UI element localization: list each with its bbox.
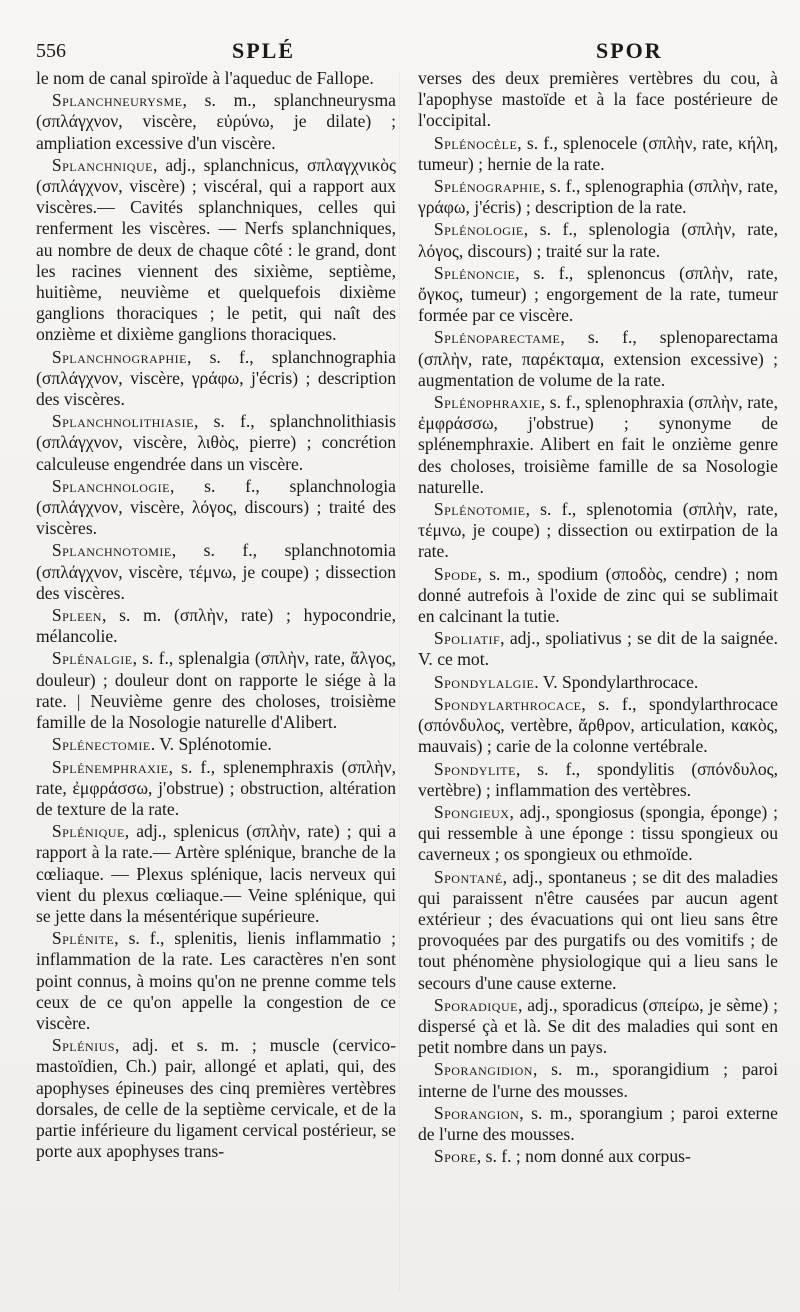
entry-text: , s. f. ; nom donné aux corpus-: [476, 1146, 691, 1167]
dictionary-entry: [418, 499, 778, 563]
dictionary-entry: [36, 928, 396, 1034]
dictionary-entry: [418, 176, 778, 218]
left-column: [36, 68, 396, 1298]
dictionary-entry: [418, 392, 778, 498]
entry-headword: Splénoparectame: [433, 327, 561, 348]
entry-text: , s. f., splanchnolithiasis (σπλάγχνον, viscère, λιθὸς, pierre) ; concrétion calculeuse engendrée dans un viscère.: [36, 411, 396, 474]
dictionary-entry: [36, 68, 396, 89]
dictionary-entry: [418, 759, 778, 801]
dictionary-entry: [418, 133, 778, 175]
entry-text: , adj., spontaneus ; se dit des maladies qui paraissent n'être causées par aucun agent extérieur ; des évacuations qui ont lieu sans être provoquées par des purgatifs ou des vomitifs ; de tout phénomène physiologique qui a lieu sans le secours d'une cause externe.: [418, 866, 778, 993]
entry-text: , s. f., splenocele (σπλὴν, rate, κήλη, tumeur) ; hernie de la rate.: [418, 132, 778, 174]
dictionary-entry: [36, 734, 396, 755]
dictionary-entry: [418, 327, 778, 391]
entry-headword: Splénocèle: [433, 132, 518, 153]
entry-text: . V. Spondylarthrocace.: [534, 671, 699, 692]
dictionary-entry: [418, 219, 778, 261]
dictionary-entry: [418, 68, 778, 132]
entry-headword: Splanchnographie: [51, 346, 187, 367]
entry-headword: Splénologie: [433, 219, 524, 240]
entry-headword: Splénectomie: [51, 734, 151, 755]
entry-headword: Spondylalgie: [433, 671, 535, 692]
entry-headword: Spode: [433, 563, 478, 584]
dictionary-entry: [418, 1103, 778, 1145]
entry-text: , s. f., splenographia (σπλὴν, rate, γράφω, j'écris) ; description de la rate.: [418, 176, 778, 218]
entry-headword: Sporangidion: [433, 1059, 533, 1080]
dictionary-entry: [418, 564, 778, 628]
entry-headword: Spongieux: [433, 801, 510, 822]
entry-headword: Splanchnotomie: [51, 540, 172, 561]
dictionary-entry: [36, 757, 396, 821]
entry-text: , s. f., splenalgia (σπλὴν, rate, ἄλγος, douleur) ; douleur dont on rapporte le siége à la rate. | Neuvième genre des choloses, troisième famille de la Nosologie naturelle d'Alibert.: [36, 648, 396, 733]
entry-headword: Spondylarthrocace: [433, 693, 582, 714]
entry-text: , s. f., spondylarthrocace (σπόνδυλος, vertèbre, ἄρθρον, articulation, κακὸς, mauvais) ; carie de la colonne vertébrale.: [418, 693, 778, 757]
entry-text: , s. f., splenologia (σπλὴν, rate, λόγος, discours) ; traité sur la rate.: [418, 219, 778, 261]
entry-headword: Splénite: [51, 928, 115, 949]
entry-text: , adj. et s. m. ; muscle (cervico-mastoïdien, Ch.) pair, allongé et aplati, qui, des apophyses épineuses des cinq premières vertèbres dorsales, de celle de la septième cervicale, et de la partie inférieure du ligament cervical postérieur, se porte aux apophyses trans-: [36, 1035, 396, 1162]
entry-headword: Splanchnolithiasie: [51, 411, 194, 432]
dictionary-entry: [418, 802, 778, 866]
dictionary-entry: [36, 648, 396, 733]
entry-headword: Splénotomie: [433, 499, 526, 520]
entry-text: , adj., splenicus (σπλὴν, rate) ; qui a rapport à la rate.— Artère splénique, branche de la cœliaque. — Plexus splénique, lacis nerveux qui vient du plexus cœliaque.— Veine splénique, qui se jette dans la mésentérique supérieure.: [36, 821, 396, 926]
page-header: [34, 38, 776, 68]
entry-text: , s. f., spondylitis (σπόνδυλος, vertèbre) ; inflammation des vertèbres.: [418, 758, 778, 800]
dictionary-entry: [418, 628, 778, 670]
page-number: 556: [36, 40, 66, 62]
entry-headword: Spore: [433, 1146, 477, 1167]
entry-text: , s. m., spodium (σποδὸς, cendre) ; nom donné autrefois à l'oxide de zinc qui se sublimait en calcinant la tutie.: [418, 563, 778, 627]
dictionary-entry: [418, 867, 778, 994]
running-head-right: SPOR: [596, 38, 663, 63]
entry-text: , s. f., splenemphraxis (σπλὴν, rate, ἐμφράσσω, j'obstrue) ; obstruction, altération de texture de la rate.: [36, 756, 396, 819]
entry-text: verses des deux premières vertèbres du cou, à l'apophyse mastoïde et à la face postérieure de l'occipital.: [418, 68, 778, 131]
entry-headword: Splénophraxie: [433, 392, 541, 413]
column-gutter: [399, 72, 400, 1292]
entry-headword: Spondylite: [433, 758, 516, 779]
dictionary-entry: [418, 672, 778, 693]
entry-text: , s. f., splenoncus (σπλὴν, rate, ὄγκος, tumeur) ; engorgement de la rate, tumeur formée par ce viscère.: [418, 262, 778, 326]
entry-text: , adj., spoliativus ; se dit de la saignée. V. ce mot.: [418, 628, 778, 670]
entry-headword: Splénographie: [433, 176, 541, 197]
entry-text: , adj., splanchnicus, σπλαγχνικὸς (σπλάγχνον, viscère) ; viscéral, qui a rapport aux viscères.— Cavités splanchniques, celles qui renferment les viscères. — Nerfs splanchniques, au nombre de deux de chaque côté : le grand, dont les racines viennent des sixième, septième, huitième, neuvième et quelquefois dixième ganglions thoraciques ; le petit, qui naît des onzième et dixième ganglions thoraciques.: [36, 154, 396, 345]
entry-headword: Splanchnologie: [51, 475, 170, 496]
dictionary-entry: [36, 347, 396, 411]
entry-text: , s. f., splenitis, lienis inflammatio ; inflammation de la rate. Les caractères n'en sont point connus, à moins qu'on ne prenne comme tels ceux de ce qu'on appelle la congestion de ce viscère.: [36, 928, 396, 1033]
entry-headword: Splénique: [51, 821, 125, 842]
dictionary-entry: [36, 605, 396, 647]
entry-text: , s. f., splenotomia (σπλὴν, rate, τέμνω, je coupe) ; dissection ou extirpation de la rate.: [418, 499, 778, 562]
dictionary-entry: [418, 1146, 778, 1167]
entry-headword: Spontané: [433, 866, 503, 887]
dictionary-entry: [36, 155, 396, 346]
dictionary-entry: [36, 1035, 396, 1162]
entry-text: , s. m., sporangium ; paroi externe de l'urne des mousses.: [418, 1102, 778, 1144]
entry-headword: Splénemphraxie: [51, 756, 169, 777]
entry-headword: Splanchnique: [51, 154, 153, 175]
dictionary-entry: [36, 540, 396, 604]
entry-text: , s. f., splanchnologia (σπλάγχνον, viscère, λόγος, discours) ; traité des viscères.: [36, 475, 396, 539]
dictionary-entry: [418, 1059, 778, 1101]
dictionary-entry: [36, 90, 396, 154]
entry-text: , s. f., splenoparectama (σπλὴν, rate, παρέκταμα, extension excessive) ; augmentation de volume de la rate.: [418, 327, 778, 390]
entry-text: , adj., spongiosus (spongia, éponge) ; qui ressemble à une éponge : tissu spongieux ou caverneux ; os spongieux ou ethmoïde.: [418, 801, 778, 865]
dictionary-entry: [36, 476, 396, 540]
right-column: [418, 68, 778, 1298]
entry-text: . V. Splénotomie.: [150, 734, 272, 755]
entry-text: , s. m., sporangidium ; paroi interne de l'urne des mousses.: [418, 1059, 778, 1101]
dictionary-entry: [36, 411, 396, 475]
entry-headword: Splénoncie: [433, 262, 516, 283]
dictionary-entry: [418, 263, 778, 327]
entry-headword: Spleen: [51, 605, 102, 626]
entry-headword: Spoliatif: [433, 628, 501, 649]
entry-text: , s. f., splenophraxia (σπλὴν, rate, ἐμφράσσω, j'obstrue) ; synonyme de splénemphraxie. Alibert en fait le onzième genre des choloses, troisième famille de sa Nosologie naturelle.: [418, 392, 778, 497]
dictionary-entry: [418, 995, 778, 1059]
entry-text: , s. f., splanchnographia (σπλάγχνον, viscère, γράφω, j'écris) ; description des viscères.: [36, 346, 396, 410]
dictionary-entry: [36, 821, 396, 927]
dictionary-entry: [418, 694, 778, 758]
entry-headword: Sporangion: [433, 1102, 520, 1123]
entry-text: , s. m. (σπλὴν, rate) ; hypocondrie, mélancolie.: [36, 605, 396, 647]
entry-headword: Splénalgie: [51, 648, 133, 669]
entry-text: le nom de canal spiroïde à l'aqueduc de Fallope.: [36, 68, 374, 88]
entry-text: , s. f., splanchnotomia (σπλάγχνον, viscère, τέμνω, je coupe) ; dissection des viscères.: [36, 540, 396, 603]
entry-headword: Splanchneurysme: [51, 90, 183, 111]
entry-text: , adj., sporadicus (σπείρω, je sème) ; dispersé çà et là. Se dit des maladies qui sont en petit nombre dans un pays.: [418, 994, 778, 1058]
entry-headword: Splénius: [51, 1035, 115, 1056]
entry-text: , s. m., splanchneurysma (σπλάγχνον, viscère, εὐρύνω, je dilate) ; ampliation excessive d'un viscère.: [36, 90, 396, 153]
running-head-left: SPLÉ: [232, 38, 296, 63]
entry-headword: Sporadique: [433, 994, 518, 1015]
